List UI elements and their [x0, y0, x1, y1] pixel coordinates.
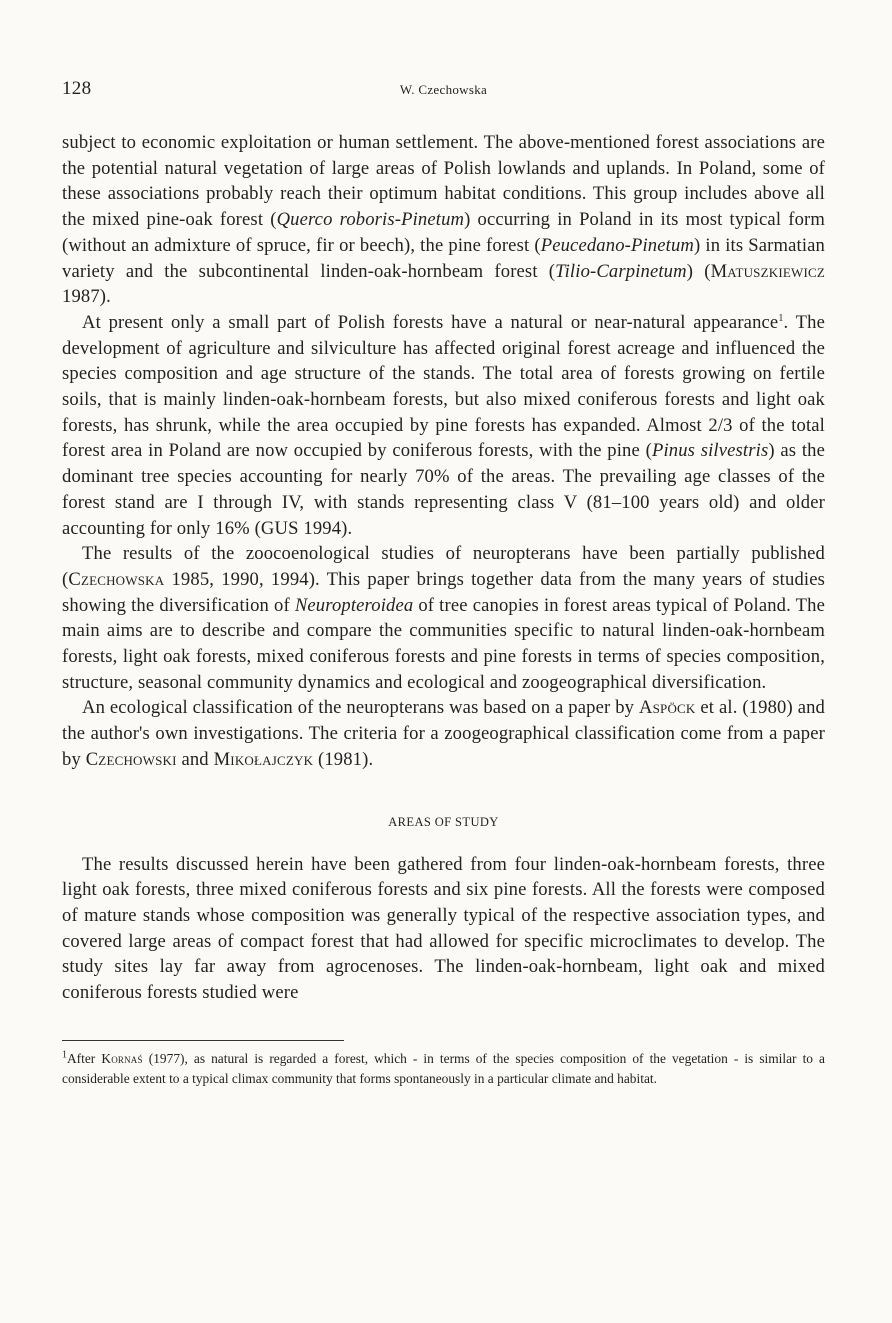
- footnote-divider: [62, 1040, 344, 1041]
- section-heading: AREAS OF STUDY: [388, 814, 499, 829]
- page-header: [62, 78, 825, 106]
- text-run: An ecological classification of the neuropterans was based on a paper by: [82, 697, 639, 719]
- main-text: [62, 130, 825, 1006]
- running-head-author: W. Czechowska: [399, 82, 488, 97]
- text-run: and: [176, 748, 214, 770]
- citation-author: Matuszkiewicz: [710, 260, 826, 282]
- text-run: 1985, 1990, 1994). This paper brings together data from the many years of studies showing the diversification of: [62, 568, 825, 616]
- text-run: ) in its Sarmatian variety and the subcontinental linden-oak-hornbeam forest (: [62, 234, 825, 282]
- page-number: 128: [62, 78, 92, 99]
- text-run: The results of the zoocoenological studies of neuropterans have been partially published (: [62, 543, 825, 590]
- text-run: ) as the dominant tree species accounting for nearly 70% of the areas. The prevailing age classes of the forest stand are I through IV, with stands representing class V (81–100 years old) and older accounting for only 16% (GUS 1994).: [62, 440, 825, 539]
- text-run: 1987).: [62, 286, 111, 308]
- citation-author: Czechowska: [68, 568, 165, 590]
- text-run: ) occurring in Poland in its most typical form (without an admixture of spruce, fir or beech), the pine forest (: [62, 209, 825, 256]
- text-run: of tree canopies in forest areas typical of Poland. The main aims are to describe and compare the communities specific to natural linden-oak-hornbeam forests, light oak forests, mixed coniferous forests and pine forests in terms of species composition, structure, seasonal community dynamics and ecological and zoogeographical diversification.: [62, 594, 825, 693]
- taxon-name: Neuropteroidea: [294, 594, 414, 616]
- section-paragraph-1: The results discussed herein have been gathered from four linden-oak-hornbeam forests, three light oak forests, three mixed coniferous forests and six pine forests. All the forests were composed of mature stands whose composition was generally typical of the respective association types, and covered large areas of compact forest that had allowed for specific microclimates to develop. The study sites lay far away from agrocenoses. The linden-oak-hornbeam, light oak and mixed coniferous forests studied were: [62, 853, 825, 1004]
- citation-author: Czechowski: [85, 748, 177, 770]
- taxon-name: Querco roboris-Pinetum: [276, 209, 465, 231]
- taxon-name: Peucedano-Pinetum: [540, 234, 694, 256]
- citation-author: Mikołajczyk: [213, 748, 314, 770]
- paragraph-2: [62, 310, 825, 541]
- paragraph-3: [62, 541, 825, 695]
- text-run: ) (: [686, 260, 711, 282]
- taxon-name: Pinus silvestris: [651, 440, 769, 462]
- footnote: [62, 1049, 825, 1089]
- text-run: (1981).: [313, 748, 374, 770]
- citation-author: Aspöck: [638, 697, 696, 719]
- text-run: subject to economic exploitation or human settlement. The above-mentioned forest associations are the potential natural vegetation of large areas of Polish lowlands and uplands. In Poland, some of these associations probably reach their optimum habitat conditions. This group includes above all the mixed pine-oak forest (: [62, 132, 825, 231]
- citation-author: Kornaś: [101, 1050, 143, 1066]
- text-run: (1977), as natural is regarded a forest, which - in terms of the species composition of the vegetation - is similar to a considerable extent to a typical climax community that forms spontaneously in a particular climate and habitat.: [62, 1050, 826, 1086]
- taxon-name: Tilio-Carpinetum: [555, 260, 687, 282]
- paragraph-1: [62, 130, 825, 310]
- text-run: . The development of agriculture and silviculture has affected original forest acreage and influenced the species composition and age structure of the stands. The total area of forests growing on fertile soils, that is mainly linden-oak-hornbeam forests, but also mixed coniferous forests and light oak forests, has shrunk, while the area occupied by pine forests has expanded. Almost 2/3 of the total forest area in Poland are now occupied by coniferous forests, with the pine (: [62, 311, 825, 462]
- footnote-marker: 1: [778, 312, 784, 324]
- text-run: At present only a small part of Polish forests have a natural or near-natural appearance: [82, 311, 779, 333]
- text-run: After: [67, 1050, 102, 1066]
- paragraph-4: [62, 695, 825, 772]
- footnote-marker: 1: [62, 1049, 67, 1061]
- page: [62, 78, 825, 1089]
- text-run: et al. (1980) and the author's own investigations. The criteria for a zoogeographical classification come from a paper by: [62, 697, 825, 770]
